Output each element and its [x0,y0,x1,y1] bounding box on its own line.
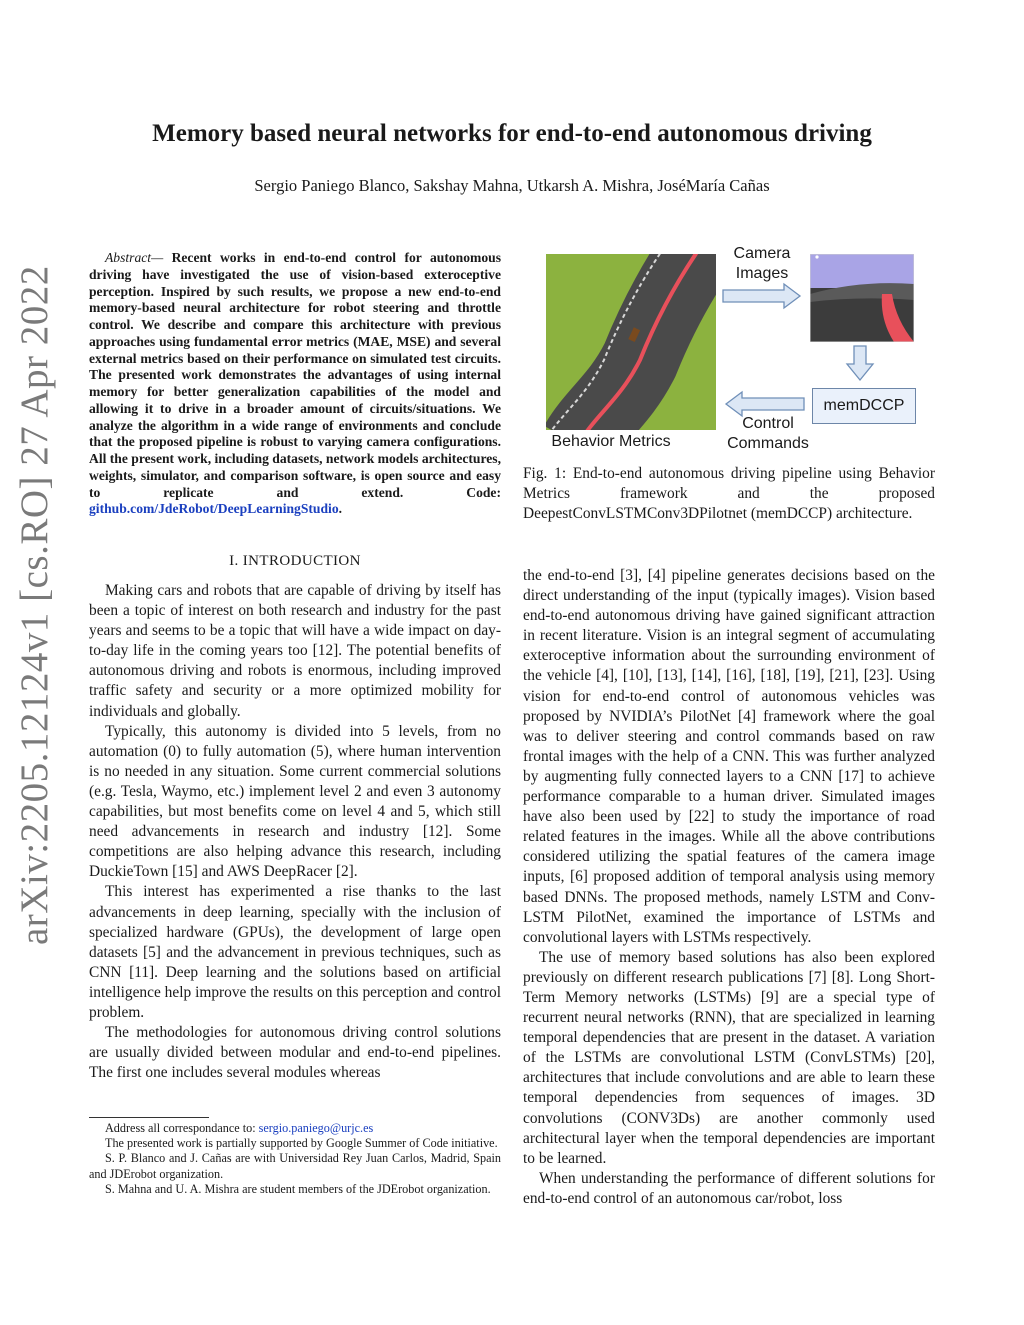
images-label-line: Images [735,265,789,282]
email-link[interactable]: sergio.paniego@urjc.es [258,1121,374,1135]
camera-images-label [720,244,804,284]
arxiv-sidebar-stamp [12,265,72,1005]
paper-title: Memory based neural networks for end-to-end autonomous driving [152,120,872,147]
footnotes [89,1121,501,1197]
arrow-left-icon [726,392,804,416]
paragraph: The use of memory based solutions has also been explored previously on different research publications [7] [8]. Long Short-Term Memory networks (LSTMs) [9] are a special type of recurrent neural networks (RNN), that are specialized in learning temporal dependencies that are present in the dataset. A variation of the LSTMs are convolutional LSTM (ConvLSTMs) [20], architectures that include convolutions and are able to learn these temporal dependencies from sequences of images. 3D convolutions (CONV3Ds) are another commonly used architectural layer when the temporal dependencies are important to be learned. [523,948,935,1167]
commands-label-line: Commands [727,435,809,452]
paragraph: Making cars and robots that are capable of driving by itself has been a topic of interest on both research and industry for the past years and seems to be a topic that will have a wide impact on day-to-day life in the coming years too [12]. The potential benefits of autonomous driving and robots is enormous, including improved traffic safety and security or a more optimized mobility for individuals and globally. [89,582,501,720]
control-label-line: Control [742,415,794,432]
footnote-prefix: Address all correspondance to: [105,1121,259,1135]
abstract [89,250,501,518]
abstract-text: Recent works in end-to-end control for autonomous driving have investigated the use of vision-based exteroceptive perception. Inspired by such results, we propose a new end-to-end memory-based neural architecture for robot steering and throttle control. We describe and compare this architecture with previous approaches using fundamental error metrics (MAE, MSE) and several external metrics based on their performance on simulated test circuits. The presented work demonstrates the advantages of using internal memory for better generalization capabilities of the model and allowing it to drive in a broader amount of circuits/situations. We analyze the algorithm in a wide range of environments and conclude that the proposed pipeline is robust to varying camera configurations. All the present work, including datasets, network models architectures, weights, simulator, and comparison software, is open source and easy to replicate and extend. Code: [89,250,501,500]
abstract-end: . [338,501,343,517]
footnote: S. Mahna and U. A. Mishra are student members of the JDErobot organization. [105,1181,491,1196]
footnote-correspondence [89,1121,501,1136]
left-column-body [89,581,501,1083]
section-heading-introduction: I. INTRODUCTION [229,553,361,569]
camera-label-line: Camera [733,245,791,262]
circuit-map-image [542,242,716,445]
figure-1-pipeline [520,240,940,458]
code-link[interactable]: github.com/JdeRobot/DeepLearningStudio [89,501,339,517]
footnote: S. P. Blanco and J. Cañas are with Universidad Rey Juan Carlos, Madrid, Spain and JDErobot organization. [89,1151,501,1181]
camera-view-image [810,254,914,342]
paragraph: the end-to-end [3], [4] pipeline generates decisions based on the direct understanding of the input (typically images). Vision based end-to-end autonomous driving have gained significant attraction in recent literature. Vision is an integral segment of accumulating exteroceptive information about the surrounding environment of the vehicle [4], [10], [13], [14], [16], [18], [19], [21], [23]. Using vision for end-to-end control of autonomous vehicles was proposed by NVIDIA’s PilotNet [4] framework where the goal was to deliver steering and control commands based on raw frontal images with the help of a CNN. This was further analyzed by augmenting fully connected layers to a CNN [17] to achieve performance comparable to a human driver. Simulated images have also been used by [22] to study the importance of road related features in the images. While all the above contributions considered utilizing the spatial features of the camera image inputs, [6] proposed addition of temporal analysis using memory based DNNs. The proposed methods, namely LSTM and Conv-LSTM PilotNet, examined the importance of LSTMs and convolutional layers with LSTMs respectively. [523,567,935,946]
behavior-metrics-label: Behavior Metrics [551,433,671,450]
footnote: The presented work is partially supported by Google Summer of Code initiative. [105,1136,498,1151]
abstract-label: Abstract— [105,250,164,265]
arxiv-identifier: arXiv:2205.12124v1 [cs.RO] 27 Apr 2022 [13,265,56,945]
paragraph: The methodologies for autonomous driving control solutions are usually divided between modular and end-to-end pipelines. The first one includes several modules whereas [89,1024,501,1082]
arrow-down-icon [847,346,873,380]
arrow-right-icon [723,284,800,308]
paragraph: When understanding the performance of different solutions for end-to-end control of an autonomous car/robot, loss [523,1169,935,1207]
paragraph: This interest has experimented a rise thanks to the last advancements in deep learning, specially with the inclusion of specialized hardware (GPUs), the development of large open datasets [5] and the advancement in previous techniques, such as CNN [11]. Deep learning and the solutions based on artificial intelligence help improve the results on this perception and control problem. [89,883,501,1021]
right-column-body [523,566,935,1209]
memdccp-model-box: memDCCP [812,388,916,424]
figure-caption: Fig. 1: End-to-end autonomous driving pipeline using Behavior Metrics framework and the proposed DeepestConvLSTMConv3DPilotnet (memDCCP) architecture. [523,465,935,523]
control-commands-label [718,414,818,454]
footnote-rule [89,1117,209,1118]
paragraph: Typically, this autonomy is divided into 5 levels, from no automation (0) to fully automation (5), where human intervention is no needed in any situation. Some current commercial solutions (e.g. Tesla, Waymo, etc.) implement level 2 and even 3 autonomy capabilities, but most benefits come on level 4 and 5, which still need advancements in research and industry [12]. Some competitions are also helping advance this research, including DuckieTown [15] and AWS DeepRacer [2]. [89,722,501,881]
author-list: Sergio Paniego Blanco, Sakshay Mahna, Utkarsh A. Mishra, JoséMaría Cañas [254,176,770,195]
